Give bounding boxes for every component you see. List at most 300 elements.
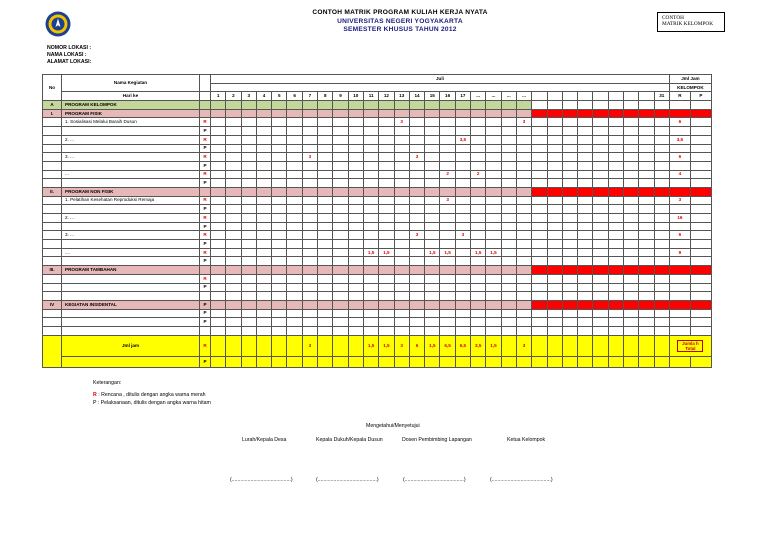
day-cell [318, 292, 333, 301]
day-cell [516, 326, 531, 335]
total-plan-cell: 3 [669, 196, 690, 205]
day-cell [379, 318, 394, 327]
day-cell [348, 266, 363, 275]
day-cell [486, 214, 501, 223]
day-cell [562, 214, 577, 223]
day-cell: 3 [440, 196, 455, 205]
approval-heading: Mengetahui/Menyetujui [366, 423, 420, 429]
day-cell [455, 153, 470, 162]
day-cell [287, 240, 302, 249]
day-cell [624, 153, 639, 162]
day-cell [532, 300, 547, 309]
total-actual-cell [690, 300, 711, 309]
day-cell [425, 170, 440, 179]
day-cell [363, 196, 378, 205]
signatory-role-hamlet-head: Kepala Dukuh/Kepala Dusun [316, 437, 383, 443]
day-cell [455, 205, 470, 214]
day-cell [287, 170, 302, 179]
day-cell [394, 231, 409, 240]
day-cell [578, 309, 593, 318]
day-cell [241, 266, 256, 275]
day-cell [363, 101, 378, 110]
day-cell [532, 135, 547, 144]
day-cell [486, 118, 501, 127]
day-cell [578, 109, 593, 118]
day-cell [394, 196, 409, 205]
day-cell [578, 170, 593, 179]
day-cell: 1,5 [425, 248, 440, 257]
day-cell [578, 161, 593, 170]
day-cell [532, 118, 547, 127]
day-cell [394, 214, 409, 223]
day-cell [394, 109, 409, 118]
day-cell [608, 187, 623, 196]
day-cell [211, 326, 226, 335]
day-cell [256, 292, 271, 301]
day-cell [639, 326, 654, 335]
day-cell [608, 231, 623, 240]
day-cell [425, 101, 440, 110]
plan-actual-marker: R [200, 231, 211, 240]
header-total-hours: Jml Jam [669, 75, 711, 84]
total-day-cell [578, 335, 593, 356]
day-cell [211, 170, 226, 179]
legend-notes [93, 379, 211, 407]
total-row-plan [43, 335, 712, 356]
day-cell [608, 266, 623, 275]
header-day [578, 92, 593, 101]
header-day: 1 [211, 92, 226, 101]
total-plan-cell [669, 179, 690, 188]
day-cell [318, 248, 333, 257]
day-cell [593, 248, 608, 257]
day-cell [333, 300, 348, 309]
day-cell [547, 257, 562, 266]
day-cell [562, 109, 577, 118]
header-rp-blank [200, 92, 211, 101]
day-cell [226, 170, 241, 179]
day-cell [654, 118, 669, 127]
day-cell [379, 300, 394, 309]
day-cell [256, 248, 271, 257]
day-cell [287, 135, 302, 144]
location-name-label: NAMA LOKASI : [47, 52, 87, 59]
day-cell [302, 205, 317, 214]
day-cell [241, 170, 256, 179]
table-row [43, 196, 712, 205]
day-cell [578, 300, 593, 309]
day-cell [241, 292, 256, 301]
day-cell [318, 101, 333, 110]
day-cell [639, 214, 654, 223]
day-cell [639, 179, 654, 188]
day-cell [608, 196, 623, 205]
day-cell [654, 170, 669, 179]
day-cell [425, 292, 440, 301]
day-cell [333, 266, 348, 275]
day-cell [302, 274, 317, 283]
activity-name [62, 205, 200, 214]
day-cell [532, 109, 547, 118]
total-day-cell [455, 356, 470, 367]
plan-actual-marker [200, 326, 211, 335]
day-cell [440, 231, 455, 240]
day-cell [593, 179, 608, 188]
day-cell [409, 240, 424, 249]
day-cell [287, 257, 302, 266]
plan-actual-marker: R [200, 248, 211, 257]
day-cell [409, 170, 424, 179]
total-day-cell [608, 335, 623, 356]
day-cell [409, 318, 424, 327]
activity-name: ... [62, 170, 200, 179]
day-cell [440, 309, 455, 318]
day-cell [639, 283, 654, 292]
day-cell [348, 274, 363, 283]
day-cell [241, 283, 256, 292]
day-cell [532, 205, 547, 214]
day-cell [532, 153, 547, 162]
day-cell [608, 318, 623, 327]
day-cell [256, 144, 271, 153]
day-cell [455, 179, 470, 188]
day-cell: 1,5 [486, 248, 501, 257]
day-cell [226, 127, 241, 136]
day-cell [654, 214, 669, 223]
total-actual-cell [690, 205, 711, 214]
day-cell [547, 196, 562, 205]
day-cell [654, 144, 669, 153]
day-cell [486, 292, 501, 301]
day-cell [440, 283, 455, 292]
day-cell [363, 292, 378, 301]
row-number [43, 257, 62, 266]
day-cell [578, 248, 593, 257]
total-actual-cell [690, 231, 711, 240]
day-cell [624, 179, 639, 188]
day-cell [639, 101, 654, 110]
total-plan-cell [669, 300, 690, 309]
header-day: 16 [440, 92, 455, 101]
row-number: IV [43, 300, 62, 309]
day-cell [318, 309, 333, 318]
day-cell [302, 101, 317, 110]
header-day: ... [471, 92, 486, 101]
day-cell [211, 161, 226, 170]
day-cell [272, 153, 287, 162]
header-day [532, 92, 547, 101]
day-cell [409, 187, 424, 196]
legend-actual-line: P : Pelaksanaan, ditulis dengan angka warna hitam [93, 400, 211, 406]
day-cell [302, 326, 317, 335]
day-cell [302, 179, 317, 188]
day-cell [516, 135, 531, 144]
day-cell [394, 222, 409, 231]
total-plan-cell [669, 283, 690, 292]
total-actual-cell [690, 101, 711, 110]
day-cell [256, 161, 271, 170]
day-cell [547, 231, 562, 240]
day-cell [348, 248, 363, 257]
day-cell [486, 222, 501, 231]
day-cell [471, 266, 486, 275]
day-cell [211, 274, 226, 283]
day-cell [318, 144, 333, 153]
day-cell [409, 266, 424, 275]
day-cell [501, 318, 516, 327]
day-cell [348, 153, 363, 162]
total-actual-cell [690, 144, 711, 153]
activity-name: 3. ... [62, 153, 200, 162]
day-cell [333, 240, 348, 249]
plan-actual-marker [200, 187, 211, 196]
day-cell [547, 101, 562, 110]
day-cell [241, 196, 256, 205]
day-cell [562, 205, 577, 214]
day-cell [501, 187, 516, 196]
row-number [43, 318, 62, 327]
day-cell [547, 205, 562, 214]
day-cell [547, 187, 562, 196]
title-line-program: CONTOH MATRIK PROGRAM KULIAH KERJA NYATA [312, 9, 488, 16]
day-cell [363, 283, 378, 292]
day-cell [256, 205, 271, 214]
total-actual-cell [690, 135, 711, 144]
day-cell [379, 179, 394, 188]
day-cell [516, 127, 531, 136]
day-cell [348, 300, 363, 309]
day-cell [287, 196, 302, 205]
day-cell [455, 222, 470, 231]
header-day: ... [501, 92, 516, 101]
day-cell [486, 205, 501, 214]
day-cell [256, 118, 271, 127]
day-cell [547, 300, 562, 309]
day-cell [272, 161, 287, 170]
day-cell [425, 205, 440, 214]
day-cell [287, 127, 302, 136]
day-cell [624, 231, 639, 240]
day-cell [486, 153, 501, 162]
total-plan-cell [669, 266, 690, 275]
day-cell [272, 231, 287, 240]
table-row [43, 266, 712, 275]
total-day-cell [241, 335, 256, 356]
activity-name: 2. ... [62, 135, 200, 144]
day-cell [516, 222, 531, 231]
header-day: ... [516, 92, 531, 101]
legend-plan-text: : Rencana , ditulis dengan angka warna merah [96, 392, 206, 398]
day-cell [516, 300, 531, 309]
day-cell [654, 240, 669, 249]
day-cell [471, 318, 486, 327]
day-cell [256, 101, 271, 110]
day-cell [516, 179, 531, 188]
day-cell [272, 283, 287, 292]
day-cell [532, 257, 547, 266]
signatory-role-village-head: Lurah/Kepala Desa [242, 437, 287, 443]
day-cell [394, 187, 409, 196]
day-cell [455, 283, 470, 292]
day-cell [624, 187, 639, 196]
day-cell [654, 266, 669, 275]
header-day: 15 [425, 92, 440, 101]
day-cell [348, 179, 363, 188]
day-cell [363, 179, 378, 188]
day-cell [532, 326, 547, 335]
day-cell [318, 266, 333, 275]
day-cell [624, 318, 639, 327]
day-cell [348, 326, 363, 335]
day-cell [608, 153, 623, 162]
day-cell [287, 309, 302, 318]
day-cell [287, 118, 302, 127]
day-cell [516, 187, 531, 196]
day-cell [654, 135, 669, 144]
day-cell [272, 101, 287, 110]
day-cell [409, 214, 424, 223]
row-number [43, 144, 62, 153]
total-day-cell [272, 335, 287, 356]
day-cell [516, 266, 531, 275]
day-cell [608, 309, 623, 318]
day-cell [363, 118, 378, 127]
total-day-cell: 3 [516, 335, 531, 356]
day-cell [455, 118, 470, 127]
activity-name [62, 222, 200, 231]
day-cell [348, 257, 363, 266]
plan-actual-marker: R [200, 196, 211, 205]
day-cell [409, 161, 424, 170]
day-cell [440, 179, 455, 188]
day-cell [654, 205, 669, 214]
day-cell [302, 118, 317, 127]
total-day-cell: 6,5 [455, 335, 470, 356]
day-cell [654, 309, 669, 318]
day-cell [318, 179, 333, 188]
day-cell [409, 144, 424, 153]
day-cell [241, 187, 256, 196]
activity-name [62, 144, 200, 153]
day-cell [639, 309, 654, 318]
day-cell [256, 240, 271, 249]
day-cell [379, 240, 394, 249]
day-cell [333, 153, 348, 162]
day-cell [226, 187, 241, 196]
total-day-cell [562, 335, 577, 356]
day-cell [241, 127, 256, 136]
header-month: Juli [211, 75, 670, 84]
day-cell [624, 127, 639, 136]
day-cell [486, 283, 501, 292]
activity-name [62, 240, 200, 249]
day-cell [639, 248, 654, 257]
table-row [43, 231, 712, 240]
day-cell [409, 179, 424, 188]
total-day-cell [471, 356, 486, 367]
day-cell [226, 292, 241, 301]
legend-heading: Keterangan: [93, 380, 122, 386]
day-cell [425, 214, 440, 223]
day-cell [348, 205, 363, 214]
day-cell [287, 187, 302, 196]
total-plan-cell [669, 257, 690, 266]
day-cell [226, 135, 241, 144]
day-cell [425, 109, 440, 118]
day-cell [608, 222, 623, 231]
day-cell [287, 326, 302, 335]
day-cell [409, 135, 424, 144]
grand-total-box: Jumla h Total [677, 340, 703, 352]
day-cell [486, 161, 501, 170]
day-cell [272, 187, 287, 196]
day-cell [333, 257, 348, 266]
day-cell [318, 222, 333, 231]
total-day-cell: 3 [394, 335, 409, 356]
day-cell [440, 205, 455, 214]
total-day-cell: 1,5 [363, 335, 378, 356]
day-cell [394, 309, 409, 318]
day-cell [379, 135, 394, 144]
day-cell [455, 187, 470, 196]
total-plan-cell [669, 309, 690, 318]
day-cell [547, 240, 562, 249]
day-cell [318, 214, 333, 223]
plan-actual-marker [200, 101, 211, 110]
activity-name [62, 283, 200, 292]
day-cell [425, 161, 440, 170]
day-cell [394, 161, 409, 170]
total-day-cell [363, 356, 378, 367]
day-cell [593, 187, 608, 196]
day-cell [363, 135, 378, 144]
day-cell [562, 266, 577, 275]
day-cell [226, 161, 241, 170]
day-cell [562, 101, 577, 110]
total-actual-cell [690, 118, 711, 127]
plan-actual-marker: P [200, 127, 211, 136]
day-cell [409, 196, 424, 205]
day-cell [409, 222, 424, 231]
day-cell [226, 309, 241, 318]
day-cell [333, 283, 348, 292]
day-cell [440, 318, 455, 327]
plan-actual-marker: R [200, 118, 211, 127]
plan-actual-marker [200, 109, 211, 118]
day-cell [348, 231, 363, 240]
day-cell [624, 109, 639, 118]
day-cell [608, 214, 623, 223]
day-cell [593, 274, 608, 283]
day-cell [318, 257, 333, 266]
day-cell [287, 179, 302, 188]
header-day: 11 [363, 92, 378, 101]
row-number [43, 118, 62, 127]
day-cell [654, 187, 669, 196]
total-actual-cell [690, 153, 711, 162]
day-cell [455, 161, 470, 170]
signatory-role-field-supervisor: Dosen Pembimbing Lapangan [402, 437, 472, 443]
title-line-university: UNIVERSITAS NEGERI YOGYAKARTA [337, 17, 463, 25]
day-cell [639, 196, 654, 205]
day-cell [241, 214, 256, 223]
day-cell [501, 118, 516, 127]
day-cell: 1,5 [379, 248, 394, 257]
total-day-cell [348, 356, 363, 367]
plan-actual-marker: P [200, 161, 211, 170]
day-cell [272, 274, 287, 283]
day-cell [333, 170, 348, 179]
